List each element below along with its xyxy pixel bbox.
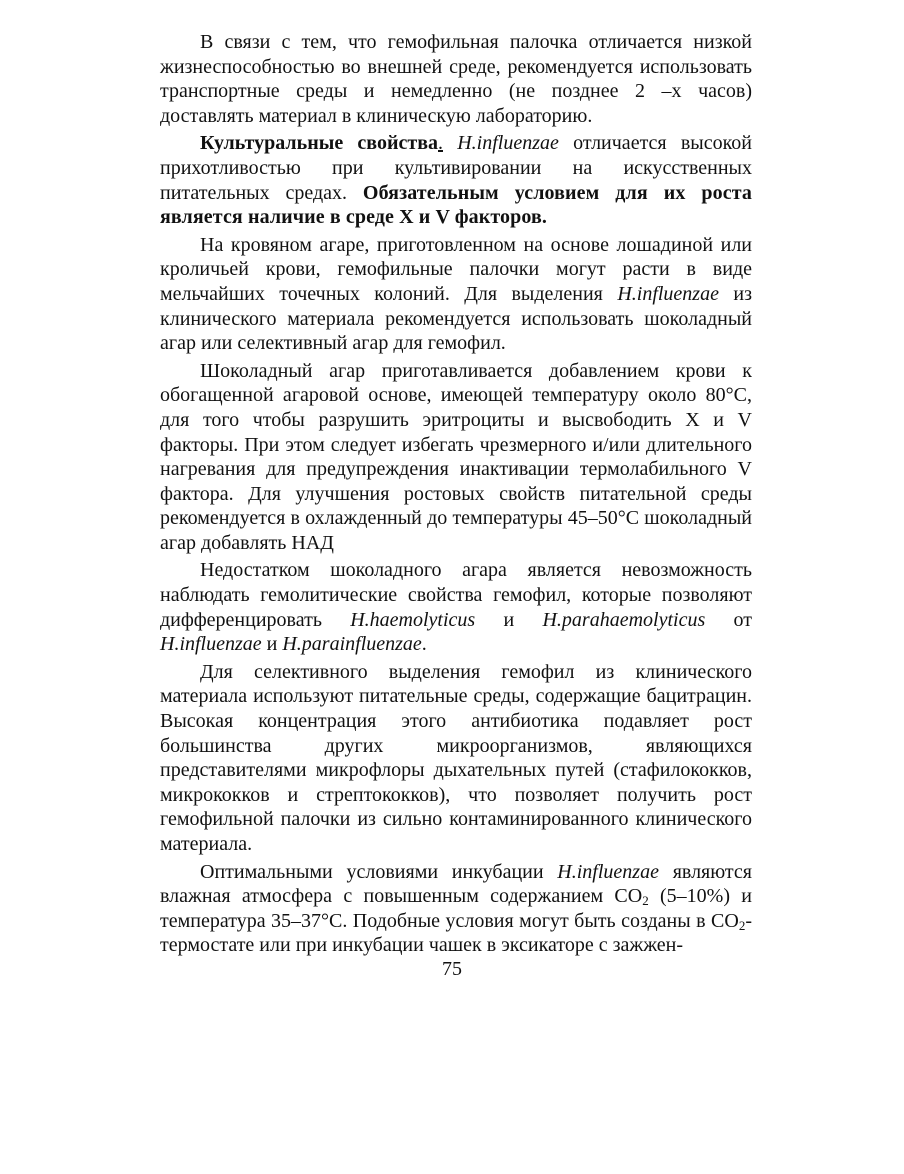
- paragraph-text: и: [475, 608, 543, 631]
- paragraph-text: и: [261, 633, 283, 656]
- page-number: 75: [442, 958, 462, 980]
- paragraph-incubation: [160, 860, 752, 958]
- paragraph-text: из клинического материала рекомендуется использовать шоколадный агар или селективный агар для гемофил.: [160, 282, 752, 355]
- paragraph-text: отличается высокой прихотливостью при культивировании на искусственных питательных средах.: [160, 132, 753, 204]
- paragraph-chocolate-agar-drawback: [160, 558, 752, 656]
- paragraph-transport: В связи с тем, что гемофильная палочка отличается низкой жизнеспособностью во внешней среде, рекомендуется использовать транспортные среды и немедленно (не позднее 2 –х часов) доставлять материал в клиническую лабораторию.: [160, 31, 752, 127]
- species-name: H.influenzae: [557, 860, 659, 883]
- paragraph-text: Оптимальными условиями инкубации: [200, 860, 558, 883]
- species-name: H.influenzae: [160, 633, 262, 656]
- paragraph-text: На кровяном агаре, приготовленном на основе лошадиной или кроличьей крови, гемофильные палочки могут расти в виде мельчайших точечных колоний. Для выделения: [160, 233, 752, 305]
- paragraph-text: Недостатком шоколадного агара является невозможность наблюдать гемолитические свойства гемофил, которые позволяют дифференцировать: [160, 559, 752, 631]
- paragraph-blood-agar: [160, 233, 752, 356]
- species-name: H.parahaemolyticus: [542, 608, 706, 631]
- paragraph-text: -термостате или при инкубации чашек в эксикаторе с зажжен-: [160, 909, 752, 957]
- subscript: 2: [738, 917, 746, 933]
- species-name: H.influenzae: [457, 132, 559, 155]
- paragraph-text: являются влажная атмосфера с повышенным содержанием СО: [160, 860, 752, 908]
- species-name: H.influenzae: [617, 282, 719, 305]
- heading-dot: .: [438, 132, 443, 155]
- species-name: H.haemolyticus: [350, 608, 476, 631]
- paragraph-chocolate-agar: Шоколадный агар приготавливается добавлением крови к обогащенной агаровой основе, имеющей температуру около 80°С, для того чтобы разрушить эритроциты и высвободить X и V факторы. При этом следует избегать чрезмерного и/или длительного нагревания для предупреждения инактивации термолабильного V фактора. Для улучшения ростовых свойств питательной среды рекомендуется в охлажденный до температуры 45–50°С шоколадный агар добавлять НАД: [160, 359, 752, 554]
- page-body: [160, 30, 752, 958]
- emphasized-text: Обязательным условием для их роста является наличие в среде X и V факторов.: [160, 181, 753, 229]
- paragraph-selective-isolation: Для селективного выделения гемофил из клинического материала используют питательные среды, содержащие бацитрацин. Высокая концентрация этого антибиотика подавляет рост большинства других микроорганизмов, являющихся представителями микрофлоры дыхательных путей (стафилококков, микрококков и стрептококков), что позволяет получить рост гемофильной палочки из сильно контаминированного клинического материала.: [160, 660, 752, 855]
- subscript: 2: [642, 893, 649, 909]
- paragraph-text: .: [421, 633, 427, 656]
- paragraph-text: (5–10%) и температура 35–37°С. Подобные условия могут быть созданы в СО: [160, 885, 752, 932]
- paragraph-cultural-properties: [160, 131, 752, 229]
- species-name: H.parainfluenzae: [282, 633, 422, 656]
- paragraph-text: от: [705, 608, 753, 631]
- section-heading: Культуральные свойства: [200, 132, 438, 155]
